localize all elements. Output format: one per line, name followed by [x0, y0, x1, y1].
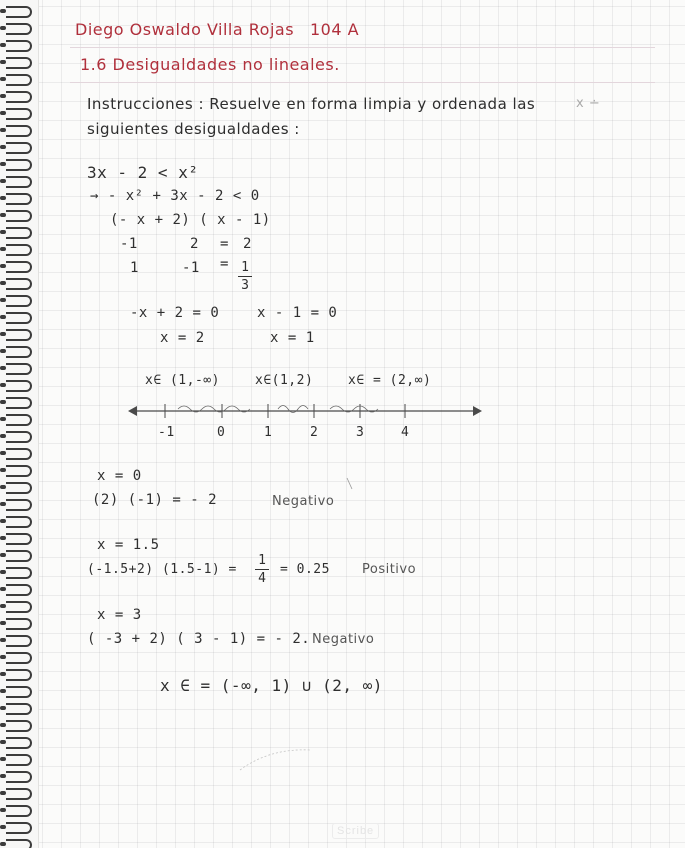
check-value: 1: [130, 260, 139, 276]
interval-label: x∈ = (2,∞): [348, 373, 432, 388]
interval-label: x∈ (1,-∞): [145, 373, 220, 388]
root-second-factor: x = 1: [270, 330, 315, 346]
topic-title: 1.6 Desigualdades no lineales.: [80, 55, 340, 74]
check-value: =: [220, 236, 229, 252]
test-point-result: Positivo: [362, 562, 417, 577]
test-point-x: x = 0: [97, 468, 142, 484]
fraction-numerator: 1: [258, 553, 266, 568]
tick-label: 4: [401, 425, 410, 440]
equation-first-factor: -x + 2 = 0: [130, 305, 220, 321]
test-point-x: x = 1.5: [97, 537, 160, 553]
check-value: -1: [182, 260, 200, 276]
test-point-decimal: = 0.25: [280, 562, 330, 577]
standard-form: → - x² + 3x - 2 < 0: [90, 188, 260, 204]
scribble-mark: x ∸: [576, 96, 601, 111]
fraction-bar: [255, 569, 269, 570]
pencil-mark: [347, 478, 352, 489]
arrow-left-icon: [128, 406, 137, 416]
tick-label: 0: [217, 425, 226, 440]
factored-form: (- x + 2) ( x - 1): [110, 212, 271, 228]
test-point-result: Negativo: [272, 494, 335, 509]
check-value: -1: [120, 236, 138, 252]
student-name: Diego Oswaldo Villa Rojas: [75, 20, 295, 39]
test-point-x: x = 3: [97, 607, 142, 623]
tick-label: 1: [264, 425, 273, 440]
notebook-brand-watermark: Scribe: [332, 823, 379, 839]
arrow-right-icon: [473, 406, 482, 416]
test-point-result: Negativo: [312, 632, 375, 647]
root-first-factor: x = 2: [160, 330, 205, 346]
faint-pencil-stroke: [240, 750, 310, 770]
student-group: 104 A: [310, 20, 360, 39]
instructions-line-1: Instrucciones : Resuelve en forma limpia y ordenada las: [87, 95, 536, 113]
check-value: 2: [243, 236, 252, 252]
equation-second-factor: x - 1 = 0: [257, 305, 338, 321]
check-value: =: [220, 256, 229, 272]
final-answer: x ∈ = (-∞, 1) ∪ (2, ∞): [160, 676, 383, 695]
problem-statement: 3x - 2 < x²: [87, 163, 199, 182]
interval-label: x∈(1,2): [255, 373, 314, 388]
instructions-line-2: siguientes desigualdades :: [87, 120, 300, 138]
tick-label: -1: [158, 425, 175, 440]
test-point-calc: (2) (-1) = - 2: [92, 492, 218, 508]
check-value: 2: [190, 236, 199, 252]
fraction-one-fourth: [255, 553, 269, 586]
fraction-numerator: 1: [241, 260, 249, 275]
tick-label: 3: [356, 425, 365, 440]
fraction-denominator: 4: [258, 571, 266, 586]
fraction-denominator: 3: [241, 278, 249, 293]
test-point-calc: (-1.5+2) (1.5-1) =: [87, 562, 237, 577]
tick-label: 2: [310, 425, 319, 440]
test-point-calc: ( -3 + 2) ( 3 - 1) = - 2.: [87, 631, 311, 647]
